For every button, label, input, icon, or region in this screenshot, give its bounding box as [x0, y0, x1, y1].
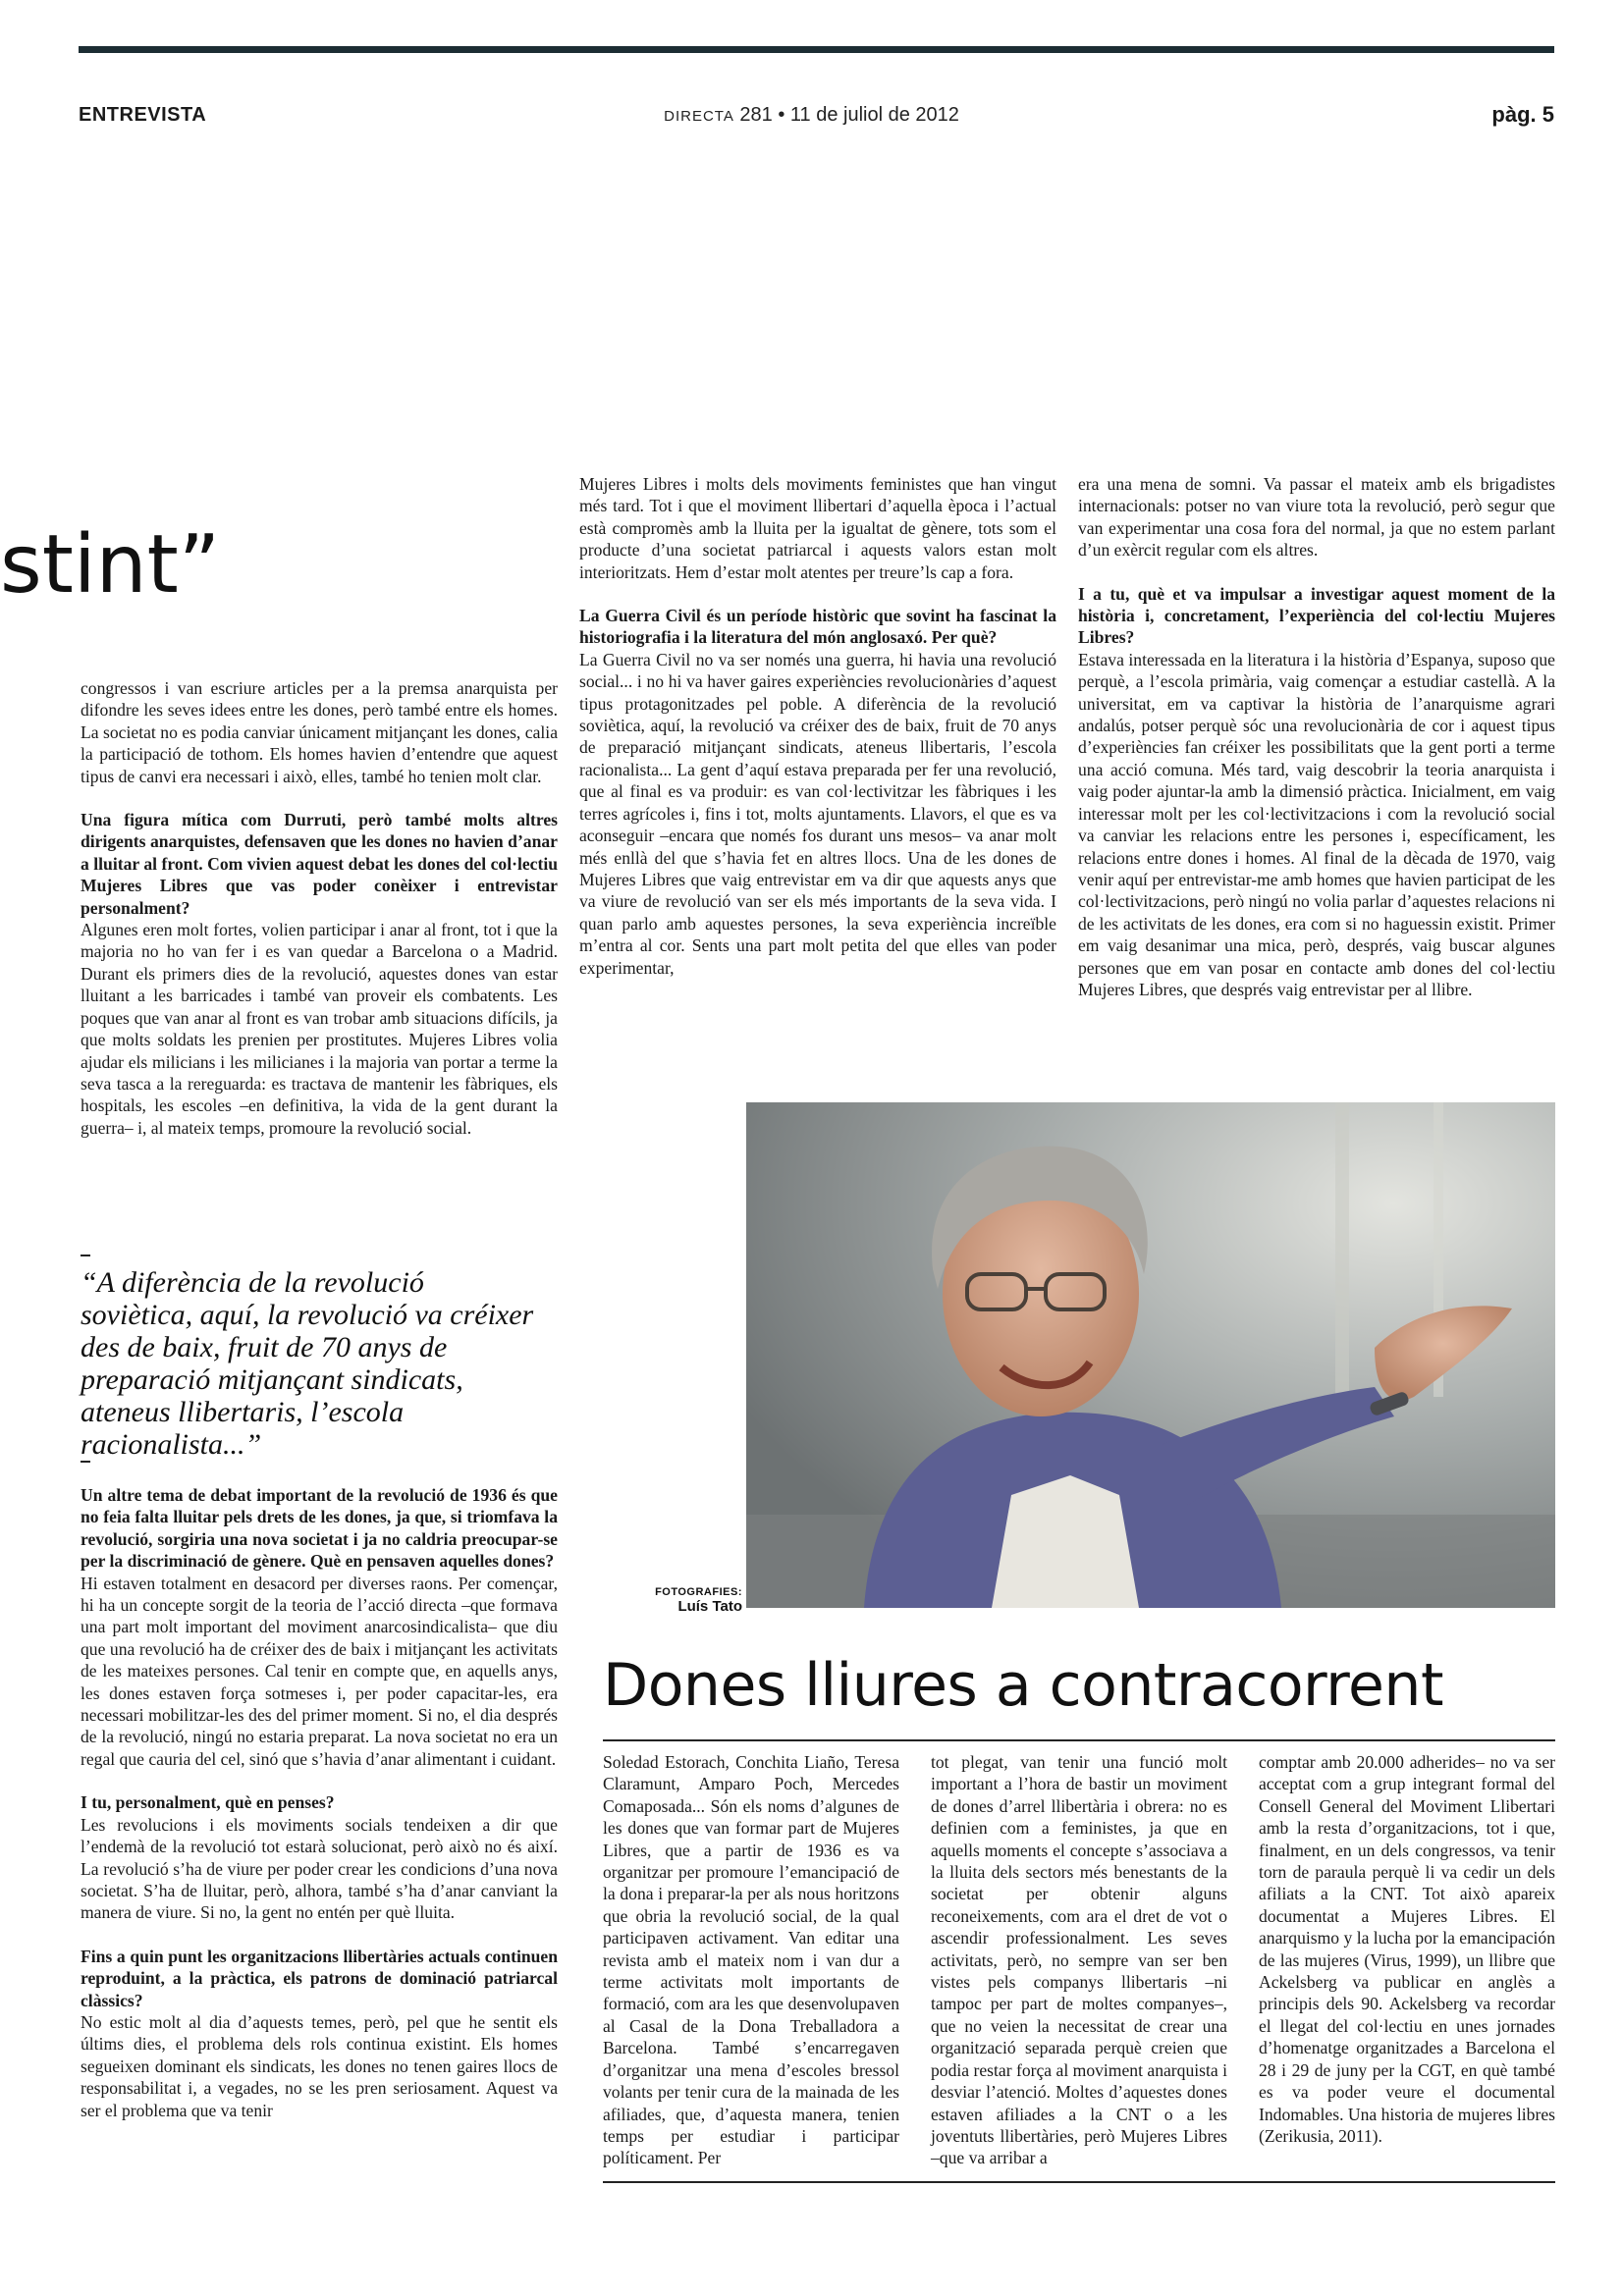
- interview-question: La Guerra Civil és un període històric que sovint ha fascinat la historiografia i la literatura del món anglosaxó. Per què?: [579, 606, 1056, 648]
- interview-answer: Hi estaven totalment en desacord per diverses raons. Per començar, hi ha un concepte sorgit de la teoria de l’acció directa –que formava una part molt important del moviment anarcosindicalista– que diu que una revolució ha de créixer des de baix i mitjançant les activitats de les mateixes persones. Cal tenir en compte que, en aquells anys, les dones estaven força sotmeses i, per poder capacitar-les, era necessari mobilitzar-les des del primer moment. Si no, el dia després de la revolució, ningú no estaria preparat. La nova societat no era un regal que cauria del cel, sinó que s’havia d’anar alimentant i cuidant.: [81, 1573, 558, 1769]
- article-column-3: [1078, 473, 1555, 1000]
- top-rule: [79, 46, 1554, 53]
- sidebar-column-3: comptar amb 20.000 adherides– no va ser acceptat com a grup integrant formal del Consell General del Moviment Llibertari amb la resta d’organitzacions, tot i que, finalment, en un dels congressos, va tenir torn de paraula perquè li va cedir un dels afiliats a la CNT. Tot això apareix documentat a Mujeres Libres. El anarquismo y la lucha por la emancipación de las mujeres (Virus, 1999), un llibre que Ackelsberg va publicar en anglès a principis dels 90. Ackelsberg va recordar el llegat del col·lectiu en unes jornades d’homenatge organitzades a Barcelona el 28 i 29 de juny per la CGT, en què també es va poder veure el documental Indomables. Una historia de mujeres libres (Zerikusia, 2011).: [1259, 1752, 1555, 2146]
- sidebar-bottom-rule: [603, 2181, 1555, 2183]
- photo-credit-label: FOTOGRAFIES:: [655, 1586, 742, 1598]
- interview-question: Fins a quin punt les organitzacions llibertàries actuals continuen reproduint, a la pràctica, els patrons de dominació patriarcal clàssics?: [81, 1946, 558, 2010]
- issue-date: 281 • 11 de juliol de 2012: [739, 104, 959, 126]
- interview-answer: Les revolucions i els moviments socials tendeixen a dir que l’endemà de la revolució tot estarà solucionat, però això no és així. La revolució s’ha de viure per poder crear les condicions d’una nova societat. S’ha de lluitar, però, alhora, també s’ha d’anar canviant la manera de viure. Si no, la gent no entén per què lluita.: [81, 1814, 558, 1923]
- interview-answer: era una mena de somni. Va passar el mateix amb els brigadistes internacionals: potser no van viure tota la revolució, però segur que van experimentar una cosa fora del normal, ja que no estem parlant d’un exèrcit regular com els altres.: [1078, 474, 1555, 561]
- photo-credit: [585, 1586, 742, 1615]
- page-number: pàg. 5: [1491, 102, 1554, 127]
- photo-credit-name: Luís Tato: [677, 1598, 742, 1615]
- headline-rule: [603, 1739, 1555, 1741]
- interview-answer: La Guerra Civil no va ser només una guerra, hi havia una revolució social... i no hi va haver gaires experiències revolucionàries d’aquest tipus protagonitzades pel poble. A diferència de la revolució soviètica, aquí, la revolució va créixer des de baix, fruit de 70 anys de preparació mitjançant sindicats, ateneus llibertaris, l’escola racionalista... La gent d’aquí estava preparada per fer una revolució, que al final es va produir: es van col·lectivitzar les fàbriques i les terres agrícoles i, fins i tot, molts ajuntaments. Llavors, el que es va aconseguir –encara que només fos durant uns mesos– va anar molt més enllà del que s’havia fet en altres llocs. Una de les dones de Mujeres Libres que vaig entrevistar em va dir que aquests anys que va viure de revolució van ser els més importants de la seva vida. I quan parlo amb aquestes persones, la seva experiència increïble m’entra al cor. Sents una part molt petita del que elles van poder experimentar,: [579, 649, 1056, 978]
- portrait-illustration: [746, 1102, 1555, 1608]
- interview-answer: Estava interessada en la literatura i la història d’Espanya, suposo que perquè, a l’escola primària, vaig començar a estudiar castellà. A la universitat, em va captivar la història de l’anarquisme agrari andalús, potser perquè sóc una revolucionària de cor i aquest tipus d’experiències fan créixer les possibilitats que la gent porti a terme una acció comuna. Més tard, vaig descobrir la teoria anarquista i vaig poder ajuntar-la amb la dimensió pràctica. Inicialment, em vaig interessar molt per les col·lectivitzacions i com la revolució social va canviar les relacions entre les persones i, específicament, les relacions entre dones i homes. Al final de la dècada de 1970, vaig venir aquí per entrevistar-me amb homes que havien participat de les col·lectivitzacions, però ningú no volia parlar d’aquestes relacions ni de les activitats de les dones, era com si no haguessin existit. Primer em vaig desanimar una mica, però, després, vaig buscar algunes persones que em van posar en contacte amb dones del col·lectiu Mujeres Libres, que després vaig entrevistar per al llibre.: [1078, 649, 1555, 999]
- interview-question: I a tu, què et va impulsar a investigar aquest moment de la història i, concretament, l’experiència del col·lectiu Mujeres Libres?: [1078, 583, 1555, 648]
- interview-question: Un altre tema de debat important de la revolució de 1936 és que no feia falta lluitar pels drets de les dones, ja que, si triomfava la revolució, sorgiria una nova societat i ja no caldria preocupar-se per la discriminació de gènere. Què en pensaven aquelles dones?: [81, 1485, 558, 1572]
- folio: [0, 104, 1623, 127]
- section-label: ENTREVISTA: [79, 104, 207, 126]
- pullquote-dash-top: [81, 1255, 90, 1256]
- interview-question: Una figura mítica com Durruti, però també molts altres dirigents anarquistes, defensaven que les dones no havien d’anar a lluitar al front. Com vivien aquest debat les dones del col·lectiu Mujeres Libres que vas poder conèixer i entrevistar personalment?: [81, 810, 558, 918]
- sidebar-column-2: tot plegat, van tenir una funció molt important a l’hora de bastir un moviment de dones d’arrel llibertària i obrera: no es definien com a feministes, ja que en aquells moments el concepte s’associava a la lluita dels sectors més benestants de la societat per obtenir alguns reconeixements, com ara el dret de vot o ascendir professionalment. Les seves activitats, però, no sempre van ser ben vistes pels companys llibertaris –ni tampoc per part de moltes companyes–, que no veien la necessitat de crear una organització separada perquè creien que podia restar força al moviment anarquista i desviar l’atenció. Moltes d’aquestes dones estaven afiliades a la CNT o a les joventuts llibertàries, però Mujeres Libres –que va arribar a: [931, 1752, 1227, 2168]
- pullquote-dash-bottom: [81, 1461, 90, 1463]
- interview-answer: Mujeres Libres i molts dels moviments feministes que han vingut més tard. Tot i que el moviment llibertari d’aquella època i l’actual està compromès amb la lluita per la igualtat de gènere, tots som el producte d’una societat patriarcal i aquests valors estan molt interioritzats. Hem d’estar molt atentes per treure’ls cap a fora.: [579, 474, 1056, 582]
- title-fragment: stint”: [0, 518, 221, 612]
- interview-question: I tu, personalment, què en penses?: [81, 1792, 335, 1813]
- interview-answer: Algunes eren molt fortes, volien participar i anar al front, tot i que la majoria no ho van fer i es van quedar a Barcelona o a Madrid. Durant els primers dies de la revolució, aquestes dones van estar lluitant a les barricades i també van proveir els combatents. Les poques que van anar al front es van trobar amb situacions difícils, ja que molts soldats les prenien per prostitutes. Mujeres Libres volia ajudar els milicians i les milicianes i la majoria van portar a terme la seva tasca a la rereguarda: es tractava de mantenir les fàbriques, els hospitals, les escoles –en definitiva, la vida de la gent durant la guerra– i, al mateix temps, promoure la revolució social.: [81, 920, 558, 1138]
- sidebar-column-1: Soledad Estorach, Conchita Liaño, Teresa Claramunt, Amparo Poch, Mercedes Comaposada... Són els noms d’algunes de les dones que van formar part de Mujeres Libres, que a partir de 1936 es va organitzar per promoure l’emancipació de la dona i preparar-la per als nous horitzons que obria la revolució social, de la qual participaven activament. Van editar una revista amb el mateix nom i van dur a terme activitats molt importants de formació, com ara les que desenvolupaven al Casal de la Dona Treballadora a Barcelona. També s’encarregaven d’organitzar una mena d’escoles bressol volants per tenir cura de la mainada de les afiliades, que, d’aquesta manera, tenien temps per estudiar i participar políticament. Per: [603, 1752, 899, 2168]
- portrait-photo: [746, 1102, 1555, 1608]
- interview-answer: No estic molt al dia d’aquests temes, però, pel que he sentit els últims dies, el problema dels rols continua existint. Els homes segueixen dominant els sindicats, les dones no tenen gaires llocs de responsabilitat i, a vegades, no se les pren seriosament. Aquest va ser el problema que va tenir: [81, 2011, 558, 2120]
- article-column-1-continued: [81, 1484, 558, 2121]
- brand-name: DIRECTA: [664, 108, 734, 125]
- sidebar-headline: Dones lliures a contracorrent: [603, 1651, 1443, 1720]
- interview-answer: congressos i van escriure articles per a la premsa anarquista per difondre les seves idees entre les dones, però també entre els homes. La societat no es podia canviar únicament mitjançant les dones, calia la participació de tothom. Els homes havien d’entendre que aquest tipus de canvi era necessari i això, elles, també ho tenien molt clar.: [81, 678, 558, 786]
- article-column-1: [81, 677, 558, 1139]
- pullquote: “A diferència de la revolució soviètica, aquí, la revolució va créixer des de baix, fruit de 70 anys de preparació mitjançant sindicats, ateneus llibertaris, l’escola racionalista...”: [81, 1266, 534, 1461]
- article-column-2: [579, 473, 1056, 979]
